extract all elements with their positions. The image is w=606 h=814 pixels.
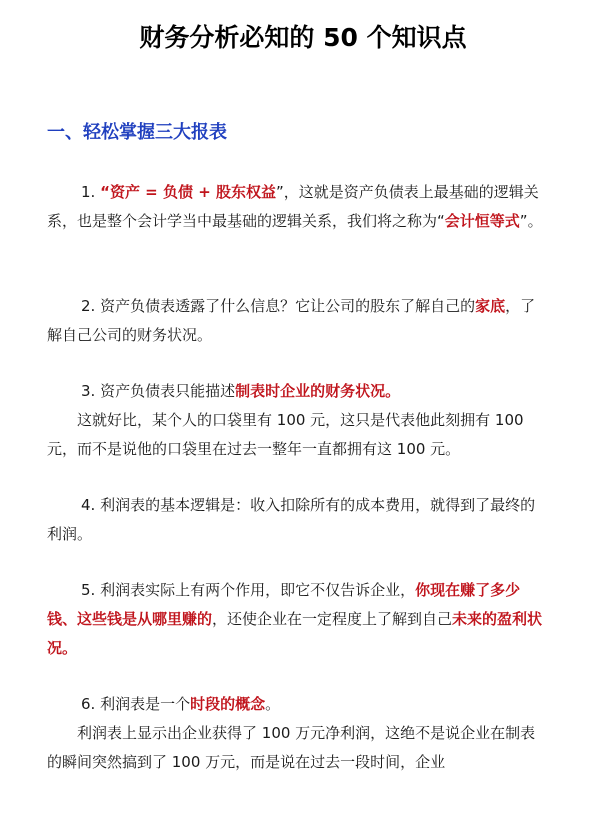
knowledge-point-5 xyxy=(47,576,547,663)
point-number: 5. xyxy=(81,581,96,599)
body-text: 利润表上显示出企业获得了 100 万元净利润，这绝不是说企业在制表的瞬间突然搞到了 100 万元，而是说在过去一段时间，企业 xyxy=(47,724,536,771)
knowledge-point-3 xyxy=(47,377,547,464)
knowledge-point-2 xyxy=(47,292,547,350)
highlight-text: 制表时企业的财务状况。 xyxy=(235,382,401,400)
document-title: 财务分析必知的 50 个知识点 xyxy=(139,23,467,52)
point-number: 1. xyxy=(81,183,96,201)
body-text: 资产负债表只能描述 xyxy=(100,382,236,400)
knowledge-point-4 xyxy=(47,491,547,549)
highlight-text: “ xyxy=(100,183,110,201)
body-text: 资产负债表透露了什么信息？它让公司的股东了解自己的 xyxy=(100,297,476,315)
knowledge-point-1 xyxy=(47,178,547,236)
highlight-text: 时段的概念 xyxy=(190,695,266,713)
highlight-text: 会计恒等式 xyxy=(444,212,520,230)
section-heading: 一、轻松掌握三大报表 xyxy=(47,122,227,143)
body-text: ”。 xyxy=(519,212,543,230)
body-text: 利润表是一个 xyxy=(100,695,191,713)
knowledge-point-6 xyxy=(47,690,547,777)
body-text: 利润表的基本逻辑是：收入扣除所有的成本费用，就得到了最终的利润。 xyxy=(47,496,536,543)
point-number: 2. xyxy=(81,297,96,315)
point-number: 4. xyxy=(81,496,96,514)
highlight-text: 家底 xyxy=(475,297,506,315)
point-number: 6. xyxy=(81,695,96,713)
body-text: 这就好比，某个人的口袋里有 100 元，这只是代表他此刻拥有 100 元，而不是说他的口袋里在过去一整年一直都拥有这 100 元。 xyxy=(47,411,524,458)
body-text: ”，这就是资产负债表上最基础的逻辑关系，也是整个会计学当中最基础的逻辑关系，我们将之称为“ xyxy=(47,183,539,230)
highlight-text: 资产 = 负债 + 股东权益 xyxy=(109,183,276,201)
body-text: 。 xyxy=(265,695,281,713)
body-text: 利润表实际上有两个作用，即它不仅告诉企业， xyxy=(100,581,416,599)
highlight-text: 你现在赚了多少钱、这些钱是从哪里赚的 xyxy=(47,581,521,628)
body-text: ，了解自己公司的财务状况。 xyxy=(47,297,536,344)
body-text: ，还使企业在一定程度上了解到自己 xyxy=(212,610,453,628)
point-number: 3. xyxy=(81,382,96,400)
highlight-text: 未来的盈利状况。 xyxy=(47,610,543,657)
